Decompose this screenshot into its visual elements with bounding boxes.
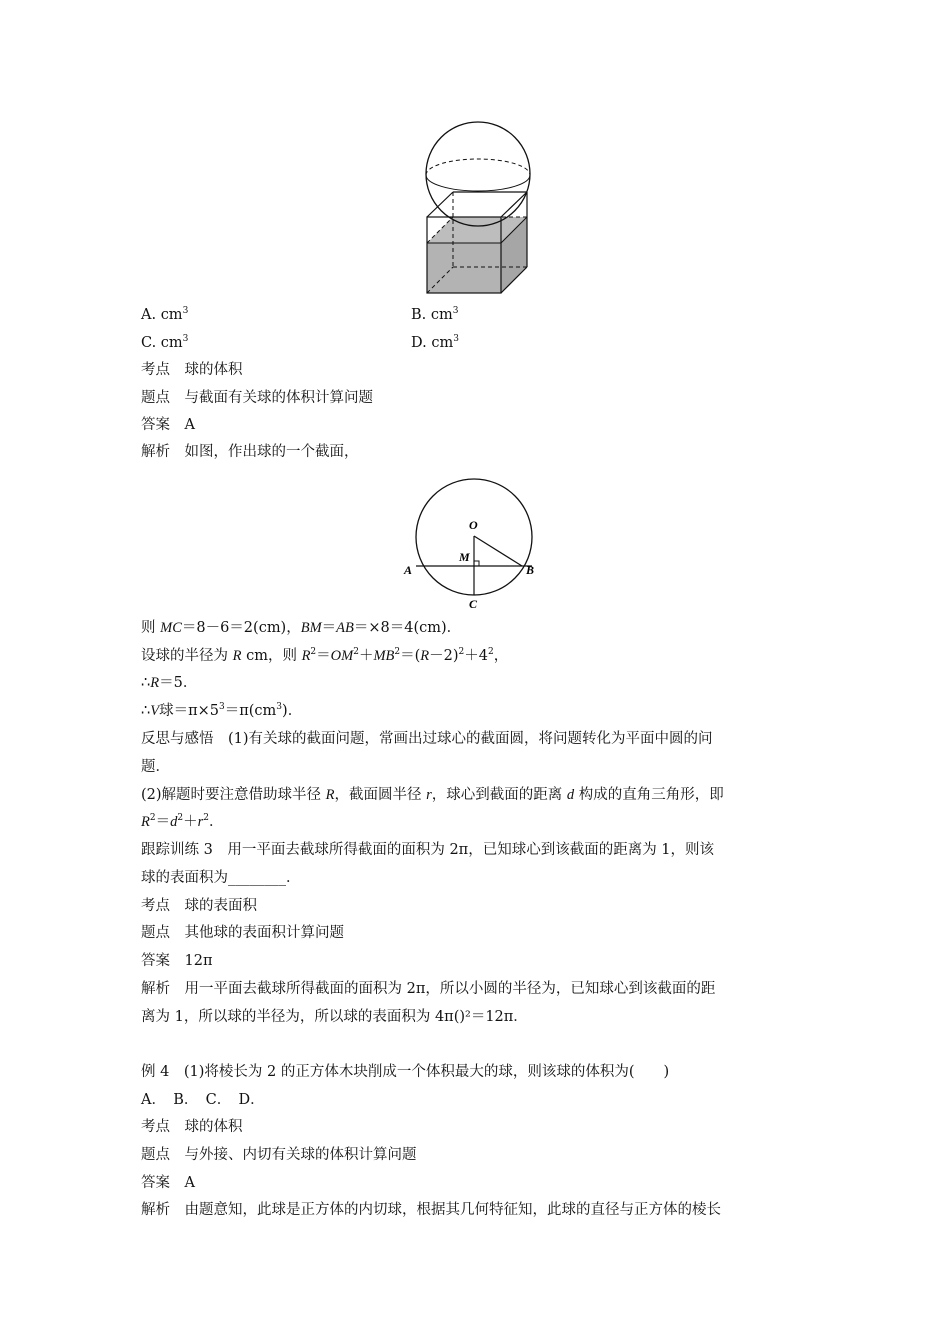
kaodian-1: 考点 球的体积	[141, 362, 243, 378]
training3-line-1: 跟踪训练 3 用一平面去截球所得截面的面积为 2π，已知球心到该截面的距离为 1，则该	[141, 842, 715, 858]
label-c: C	[469, 597, 478, 611]
kaodian-2: 考点 球的表面积	[141, 898, 257, 914]
reflection-line-2: 题．	[141, 759, 170, 775]
kaodian-3: 考点 球的体积	[141, 1119, 243, 1135]
tidian-1: 题点 与截面有关球的体积计算问题	[141, 390, 373, 406]
analysis-1: 解析 如图，作出球的一个截面，	[141, 444, 359, 460]
label-b: B	[526, 563, 535, 577]
answer-2: 答案 12π	[141, 953, 213, 969]
option-a: A. $cm^3$	[141, 306, 189, 323]
analysis-2-line-2: 离为 1，所以球的半径为，所以球的表面积为 4π()²＝12π．	[141, 1009, 528, 1025]
sphere-cube-figure	[0, 0, 950, 300]
option-b: B. $cm^3$	[411, 306, 459, 323]
reflection-line-3: (2)解题时要注意借助球半径 R，截面圆半径 r，球心到截面的距离 d 构成的直角三角形，即	[141, 787, 724, 803]
solution-line-1: 则 MC＝8－6＝2(cm)，BM＝AB＝×8＝4(cm)．	[141, 620, 462, 636]
solution-line-2: 设球的半径为 R cm，则 $R^2=OM^2+MB^2=(R-2)^2+4^2$，	[141, 647, 509, 664]
cross-section-figure	[0, 470, 950, 620]
label-m: M	[459, 550, 470, 564]
example4-line-1: 例 4 (1)将棱长为 2 的正方体木块削成一个体积最大的球，则该球的体积为( )	[141, 1064, 670, 1080]
option-d: D. $cm^3$	[411, 334, 459, 351]
analysis-2-line-1: 解析 用一平面去截球所得截面的面积为 2π，所以小圆的半径为，已知球心到该截面的距	[141, 981, 716, 997]
solution-line-3: ∴R＝5．	[141, 675, 198, 691]
option-c: C. $cm^3$	[141, 334, 189, 351]
tidian-2: 题点 其他球的表面积计算问题	[141, 925, 344, 941]
reflection-line-4: $R^2=d^2+r^2$．	[141, 813, 224, 830]
label-o: O	[469, 518, 478, 532]
answer-3: 答案 A	[141, 1175, 195, 1191]
tidian-3: 题点 与外接、内切有关球的体积计算问题	[141, 1147, 417, 1163]
label-a: A	[404, 563, 413, 577]
reflection-line-1: 反思与感悟 (1)有关球的截面问题，常画出过球心的截面圆，将问题转化为平面中圆的问	[141, 731, 713, 747]
solution-line-4: ∴V球$=\pi\times 5^3=\pi(cm^3)$．	[141, 702, 303, 719]
answer-1: 答案 A	[141, 417, 195, 433]
training3-line-2: 球的表面积为________．	[141, 870, 301, 886]
example4-options: A． B． C． D．	[141, 1092, 265, 1108]
analysis-3: 解析 由题意知，此球是正方体的内切球，根据其几何特征知，此球的直径与正方体的棱长	[141, 1202, 721, 1218]
